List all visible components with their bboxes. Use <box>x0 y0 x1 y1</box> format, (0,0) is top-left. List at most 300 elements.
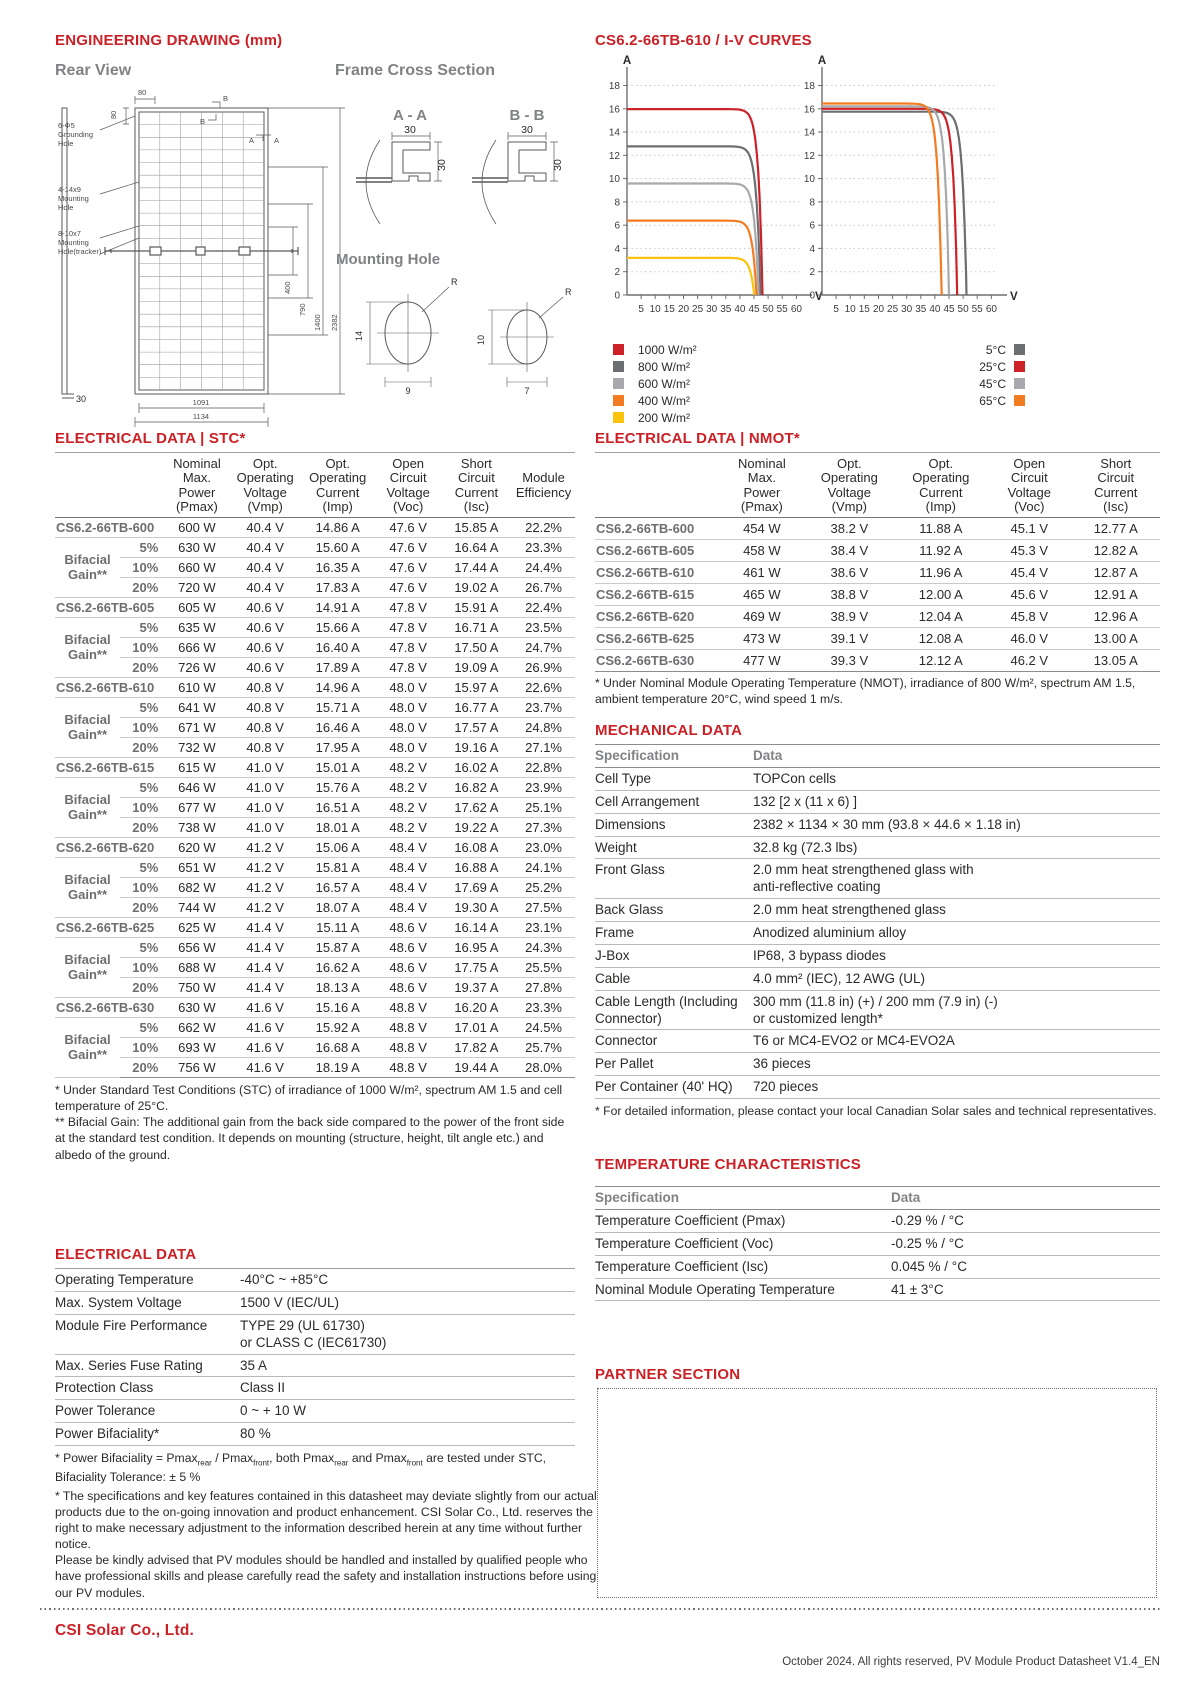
spec-value: 36 pieces <box>753 1053 1160 1076</box>
model-name: CS6.2-66TB-600 <box>55 518 163 538</box>
footnote-text: and Pmax <box>348 1451 407 1465</box>
spec-row <box>595 967 1160 990</box>
cell: 19.44 A <box>441 1058 513 1078</box>
mechanical-table-wrap <box>595 744 1160 1119</box>
marker-a2: A <box>274 136 280 145</box>
spec-header: Data <box>891 1187 1160 1210</box>
spec-label: Nominal Module Operating Temperature <box>595 1278 891 1301</box>
cell: 469 W <box>720 606 804 628</box>
cell: 48.4 V <box>376 838 441 858</box>
footnote-subscript: rear <box>334 1458 349 1468</box>
mechanical-table <box>595 744 1160 1099</box>
x-tick-label: 35 <box>720 304 732 315</box>
model-name: CS6.2-66TB-625 <box>55 918 163 938</box>
bifacial-gain-row <box>55 778 575 798</box>
stc-footnote-1: * Under Standard Test Conditions (STC) of irradiance of 1000 W/m², spectrum AM 1.5 and cell temperature of 25°C. <box>55 1083 563 1114</box>
cell: 682 W <box>163 878 230 898</box>
cell: 671 W <box>163 718 230 738</box>
model-row <box>55 518 575 538</box>
spec-label: Per Pallet <box>595 1053 753 1076</box>
cell: 48.2 V <box>376 778 441 798</box>
cell: 13.00 A <box>1071 628 1160 650</box>
spec-label: Connector <box>595 1030 753 1053</box>
iv-curve <box>822 106 949 295</box>
cell: 16.08 A <box>441 838 513 858</box>
model-name: CS6.2-66TB-605 <box>55 598 163 618</box>
cell: 48.8 V <box>376 1018 441 1038</box>
cell: 14.86 A <box>300 518 376 538</box>
electrical-table <box>55 1268 575 1446</box>
mechanical-data-title: MECHANICAL DATA <box>595 722 743 739</box>
iv-curves-chart <box>595 55 1160 337</box>
spec-row <box>55 1423 575 1446</box>
cell: 646 W <box>163 778 230 798</box>
legend-item <box>920 392 1025 409</box>
cell: 39.1 V <box>804 628 894 650</box>
x-tick-label: 15 <box>663 304 675 315</box>
cell: 24.5% <box>512 1018 575 1038</box>
y-tick-label: 8 <box>809 197 815 209</box>
cell: 605 W <box>163 598 230 618</box>
spec-row <box>595 790 1160 813</box>
cell: 41.0 V <box>230 758 299 778</box>
footnote-text: , both Pmax <box>269 1451 335 1465</box>
column-header: Open Circuit Voltage (Voc) <box>987 453 1071 518</box>
header-row <box>55 453 575 518</box>
model-name: CS6.2-66TB-620 <box>55 838 163 858</box>
bifacial-gain-row <box>55 798 575 818</box>
cell: 477 W <box>720 650 804 672</box>
y-axis-unit: A <box>622 55 632 67</box>
cell: 16.82 A <box>441 778 513 798</box>
cell: 12.12 A <box>895 650 987 672</box>
cell: 17.50 A <box>441 638 513 658</box>
model-row <box>55 758 575 778</box>
y-tick-label: 16 <box>608 104 620 116</box>
spec-value: 35 A <box>240 1354 575 1377</box>
cell: 26.7% <box>512 578 575 598</box>
bifacial-gain-label: Bifacial Gain** <box>55 538 120 598</box>
legend-swatch <box>613 412 624 423</box>
svg-text:Hole(tracker): Hole(tracker) <box>58 247 102 256</box>
model-name: CS6.2-66TB-605 <box>595 540 720 562</box>
model-row <box>55 678 575 698</box>
cell: 40.4 V <box>230 578 299 598</box>
hole2-radius-label: R <box>565 287 572 297</box>
cell: 15.87 A <box>300 938 376 958</box>
cell: 38.6 V <box>804 562 894 584</box>
cell: 48.6 V <box>376 938 441 958</box>
spec-value: Class II <box>240 1377 575 1400</box>
bifacial-gain-row <box>55 538 575 558</box>
cell: 25.1% <box>512 798 575 818</box>
dim-2382: 2382 <box>330 314 339 331</box>
x-tick-label: 10 <box>649 304 661 315</box>
cell: 16.71 A <box>441 618 513 638</box>
cell: 651 W <box>163 858 230 878</box>
cell: 24.1% <box>512 858 575 878</box>
model-row <box>595 540 1160 562</box>
nmot-footnote: * Under Nominal Module Operating Temperature (NMOT), irradiance of 800 W/m², spectrum AM 1.5, ambient temperature 20°C, wind speed 1 m/s. <box>595 676 1136 707</box>
cell: 17.83 A <box>300 578 376 598</box>
cell: 458 W <box>720 540 804 562</box>
x-axis-unit: V <box>815 291 823 303</box>
model-name: CS6.2-66TB-615 <box>55 758 163 778</box>
cell: 726 W <box>163 658 230 678</box>
footnote-subscript: front <box>406 1458 423 1468</box>
cell: 48.8 V <box>376 1058 441 1078</box>
spec-table <box>55 1268 575 1446</box>
cell: 17.62 A <box>441 798 513 818</box>
spec-label: Module Fire Performance <box>55 1314 240 1354</box>
x-tick-label: 20 <box>872 304 885 315</box>
legend-swatch <box>613 344 624 355</box>
legend-item <box>613 409 697 426</box>
y-tick-label: 10 <box>608 174 620 186</box>
cell: 47.6 V <box>376 578 441 598</box>
cell: 738 W <box>163 818 230 838</box>
cell: 46.0 V <box>987 628 1071 650</box>
cell: 16.64 A <box>441 538 513 558</box>
legend-swatch <box>1014 344 1025 355</box>
stc-data-table <box>55 452 575 1078</box>
cell: 41.2 V <box>230 838 299 858</box>
marker-a1: A <box>249 136 255 145</box>
cell: 16.35 A <box>300 558 376 578</box>
cell: 16.51 A <box>300 798 376 818</box>
y-tick-label: 12 <box>608 150 620 162</box>
cell: 22.6% <box>512 678 575 698</box>
spec-label: Max. Series Fuse Rating <box>55 1354 240 1377</box>
spec-value: 32.8 kg (72.3 lbs) <box>753 836 1160 859</box>
y-tick-label: 6 <box>809 220 815 232</box>
nmot-title: ELECTRICAL DATA | NMOT* <box>595 430 800 447</box>
cell: 48.6 V <box>376 958 441 978</box>
gain-percent: 5% <box>120 618 163 638</box>
gain-percent: 20% <box>120 658 163 678</box>
blank-header <box>595 453 720 518</box>
cell: 25.7% <box>512 1038 575 1058</box>
dim-80-left: 80 <box>109 110 118 119</box>
spec-label: Operating Temperature <box>55 1269 240 1292</box>
cell: 16.20 A <box>441 998 513 1018</box>
y-tick-label: 12 <box>803 150 815 162</box>
cell: 473 W <box>720 628 804 650</box>
svg-text:Grounding: Grounding <box>58 130 94 139</box>
legend-item <box>613 358 697 375</box>
cell: 27.8% <box>512 978 575 998</box>
spec-header-row <box>595 745 1160 768</box>
spec-row <box>55 1377 575 1400</box>
mounting-hole-label: Mounting Hole <box>336 251 441 268</box>
legend-label: 5°C <box>985 342 1006 357</box>
bifacial-gain-row <box>55 638 575 658</box>
cell: 610 W <box>163 678 230 698</box>
spec-value: 2.0 mm heat strengthened glass <box>753 899 1160 922</box>
spec-row <box>595 990 1160 1030</box>
spec-label: Cable <box>595 967 753 990</box>
gain-percent: 20% <box>120 738 163 758</box>
cell: 47.6 V <box>376 518 441 538</box>
gain-percent: 20% <box>120 1058 163 1078</box>
corner-dims <box>123 96 271 141</box>
cell: 12.77 A <box>1071 518 1160 540</box>
cell: 16.40 A <box>300 638 376 658</box>
cell: 11.92 A <box>895 540 987 562</box>
iv-curve <box>822 112 967 295</box>
legend-item <box>920 358 1025 375</box>
y-tick-label: 10 <box>803 174 815 186</box>
model-name: CS6.2-66TB-600 <box>595 518 720 540</box>
bifacial-gain-row <box>55 1018 575 1038</box>
cell: 600 W <box>163 518 230 538</box>
disclaimer-paragraph-2: Please be kindly advised that PV modules should be handled and installed by qualified people who have professional skills and please carefully read the safety and installation instructions before using our PV modules. <box>55 1553 597 1600</box>
svg-text:Mounting: Mounting <box>58 194 89 203</box>
cell: 23.3% <box>512 538 575 558</box>
model-name: CS6.2-66TB-630 <box>595 650 720 672</box>
spec-label: J-Box <box>595 944 753 967</box>
spec-value: 4.0 mm² (IEC), 12 AWG (UL) <box>753 967 1160 990</box>
legend-label: 25°C <box>979 359 1006 374</box>
gain-percent: 10% <box>120 878 163 898</box>
bifacial-gain-label: Bifacial Gain** <box>55 938 120 998</box>
cell: 48.8 V <box>376 1038 441 1058</box>
cell: 14.91 A <box>300 598 376 618</box>
x-tick-label: 60 <box>985 304 997 315</box>
cell: 41.6 V <box>230 1018 299 1038</box>
cell: 38.8 V <box>804 584 894 606</box>
cell: 677 W <box>163 798 230 818</box>
cell: 41.4 V <box>230 978 299 998</box>
spec-value: Anodized aluminium alloy <box>753 922 1160 945</box>
column-header: Opt. Operating Voltage (Vmp) <box>230 453 299 518</box>
spec-value: IP68, 3 bypass diodes <box>753 944 1160 967</box>
bifacial-gain-label: Bifacial Gain** <box>55 1018 120 1078</box>
model-name: CS6.2-66TB-630 <box>55 998 163 1018</box>
dim-80-top: 80 <box>138 88 147 97</box>
legend-swatch <box>613 361 624 372</box>
model-row <box>595 628 1160 650</box>
cell: 12.91 A <box>1071 584 1160 606</box>
iv-curves-title: CS6.2-66TB-610 / I-V CURVES <box>595 32 812 49</box>
spec-table <box>595 1186 1160 1301</box>
cell: 19.16 A <box>441 738 513 758</box>
svg-text:6-Φ5: 6-Φ5 <box>58 121 75 130</box>
spec-row <box>595 1030 1160 1053</box>
cell: 24.3% <box>512 938 575 958</box>
column-header: Nominal Max. Power (Pmax) <box>720 453 804 518</box>
legend-label: 1000 W/m² <box>638 342 697 357</box>
cell: 630 W <box>163 538 230 558</box>
cell: 750 W <box>163 978 230 998</box>
cell: 45.4 V <box>987 562 1071 584</box>
cell: 15.71 A <box>300 698 376 718</box>
cell: 18.13 A <box>300 978 376 998</box>
model-row <box>55 998 575 1018</box>
cell: 635 W <box>163 618 230 638</box>
cell: 16.02 A <box>441 758 513 778</box>
cell: 27.5% <box>512 898 575 918</box>
model-row <box>55 918 575 938</box>
cell: 48.0 V <box>376 738 441 758</box>
cell: 48.0 V <box>376 718 441 738</box>
x-tick-label: 5 <box>638 304 644 315</box>
cell: 40.8 V <box>230 718 299 738</box>
cell: 656 W <box>163 938 230 958</box>
temperature-characteristics-title: TEMPERATURE CHARACTERISTICS <box>595 1156 861 1173</box>
cell: 46.2 V <box>987 650 1071 672</box>
legend-item <box>920 375 1025 392</box>
x-tick-label: 45 <box>748 304 760 315</box>
legend-swatch <box>1014 361 1025 372</box>
model-row <box>595 562 1160 584</box>
spec-row <box>55 1314 575 1354</box>
gain-percent: 20% <box>120 898 163 918</box>
cell: 38.2 V <box>804 518 894 540</box>
cell: 12.87 A <box>1071 562 1160 584</box>
cell: 45.1 V <box>987 518 1071 540</box>
spec-value: 300 mm (11.8 in) (+) / 200 mm (7.9 in) (-) or customized length* <box>753 990 1160 1030</box>
cell: 41.2 V <box>230 898 299 918</box>
x-tick-label: 25 <box>887 304 899 315</box>
gain-percent: 5% <box>120 538 163 558</box>
column-header: Opt. Operating Current (Imp) <box>300 453 376 518</box>
y-tick-label: 14 <box>803 127 815 139</box>
spec-row <box>595 1209 1160 1232</box>
hole-callouts <box>58 116 139 256</box>
dim-400: 400 <box>283 281 292 294</box>
spec-value: 132 [2 x (11 x 6) ] <box>753 790 1160 813</box>
cell: 17.57 A <box>441 718 513 738</box>
cell: 16.62 A <box>300 958 376 978</box>
cell: 40.8 V <box>230 738 299 758</box>
cell: 27.3% <box>512 818 575 838</box>
gain-percent: 20% <box>120 818 163 838</box>
bifacial-gain-row <box>55 618 575 638</box>
cell: 16.14 A <box>441 918 513 938</box>
spec-row <box>55 1291 575 1314</box>
electrical-data-title: ELECTRICAL DATA <box>55 1246 197 1263</box>
mounting-hole-1 <box>366 287 449 387</box>
cell: 15.92 A <box>300 1018 376 1038</box>
y-tick-label: 2 <box>614 267 620 279</box>
cell: 16.95 A <box>441 938 513 958</box>
mounting-rail <box>105 247 298 255</box>
cell: 15.76 A <box>300 778 376 798</box>
y-tick-label: 18 <box>608 81 620 92</box>
dim-790: 790 <box>298 303 307 316</box>
model-name: CS6.2-66TB-625 <box>595 628 720 650</box>
cell: 24.4% <box>512 558 575 578</box>
column-header: Opt. Operating Voltage (Vmp) <box>804 453 894 518</box>
cell: 45.8 V <box>987 606 1071 628</box>
model-row <box>595 606 1160 628</box>
cell: 15.81 A <box>300 858 376 878</box>
cell: 15.01 A <box>300 758 376 778</box>
dim-1091: 1091 <box>192 398 210 407</box>
bifacial-gain-row <box>55 578 575 598</box>
hole2-width-dim: 7 <box>524 386 530 396</box>
cell: 17.01 A <box>441 1018 513 1038</box>
x-tick-label: 20 <box>677 304 690 315</box>
cell: 615 W <box>163 758 230 778</box>
x-tick-label: 35 <box>915 304 927 315</box>
y-tick-label: 2 <box>809 267 815 279</box>
spec-table <box>595 744 1160 1099</box>
cell: 25.5% <box>512 958 575 978</box>
cell: 38.9 V <box>804 606 894 628</box>
bifaciality-footnote <box>55 1450 575 1485</box>
cell: 17.44 A <box>441 558 513 578</box>
cell: 12.96 A <box>1071 606 1160 628</box>
cell: 24.8% <box>512 718 575 738</box>
cell: 16.77 A <box>441 698 513 718</box>
spec-header: Specification <box>595 1187 891 1210</box>
cell: 48.2 V <box>376 818 441 838</box>
cell: 11.88 A <box>895 518 987 540</box>
cell: 22.4% <box>512 598 575 618</box>
gain-percent: 5% <box>120 858 163 878</box>
svg-text:Mounting: Mounting <box>58 238 89 247</box>
gain-percent: 5% <box>120 778 163 798</box>
cell: 19.37 A <box>441 978 513 998</box>
temperature-table-wrap <box>595 1186 1160 1301</box>
cell: 25.2% <box>512 878 575 898</box>
spec-label: Temperature Coefficient (Pmax) <box>595 1209 891 1232</box>
x-tick-label: 60 <box>790 304 802 315</box>
hole1-height-dim: 14 <box>354 330 364 342</box>
y-axis-unit: A <box>817 55 827 67</box>
cell: 48.8 V <box>376 998 441 1018</box>
bifacial-gain-row <box>55 938 575 958</box>
cell: 688 W <box>163 958 230 978</box>
model-row <box>55 838 575 858</box>
cell: 465 W <box>720 584 804 606</box>
spec-label: Front Glass <box>595 859 753 899</box>
spec-label: Dimensions <box>595 813 753 836</box>
y-tick-label: 8 <box>614 197 620 209</box>
bifacial-gain-label: Bifacial Gain** <box>55 698 120 758</box>
cell: 48.4 V <box>376 858 441 878</box>
bifacial-gain-label: Bifacial Gain** <box>55 618 120 678</box>
gain-percent: 10% <box>120 558 163 578</box>
model-row <box>595 518 1160 540</box>
bifacial-gain-row <box>55 878 575 898</box>
cell: 22.8% <box>512 758 575 778</box>
header-row <box>595 453 1160 518</box>
spec-row <box>55 1400 575 1423</box>
x-tick-label: 25 <box>692 304 704 315</box>
cell: 47.6 V <box>376 538 441 558</box>
cell: 16.88 A <box>441 858 513 878</box>
model-row <box>595 584 1160 606</box>
disclaimer-paragraph-1: * The specifications and key features contained in this datasheet may deviate slightly from our actual products due to the on-going innovation and product enhancement. CSI Solar Co., Ltd. reserves the right to make necessary adjustment to the information described herein at any time without further notice. <box>55 1489 597 1552</box>
dim-aa-height: 30 <box>436 159 448 171</box>
cell: 660 W <box>163 558 230 578</box>
stc-table <box>55 452 575 1078</box>
disclaimer <box>55 1488 600 1601</box>
footnote-subscript: front <box>253 1458 270 1468</box>
spec-label: Power Bifaciality* <box>55 1423 240 1446</box>
cell: 41.4 V <box>230 938 299 958</box>
bifacial-gain-row <box>55 858 575 878</box>
cell: 41.0 V <box>230 798 299 818</box>
spec-value: T6 or MC4-EVO2 or MC4-EVO2A <box>753 1030 1160 1053</box>
cell: 40.6 V <box>230 658 299 678</box>
stc-footnote-2: ** Bifacial Gain: The additional gain from the back side compared to the power of the front side at the standard test condition. It depends on mounting (structure, height, tilt angle etc.) and albedo of the ground. <box>55 1115 565 1162</box>
x-tick-label: 55 <box>971 304 983 315</box>
dim-1134: 1134 <box>192 412 210 421</box>
